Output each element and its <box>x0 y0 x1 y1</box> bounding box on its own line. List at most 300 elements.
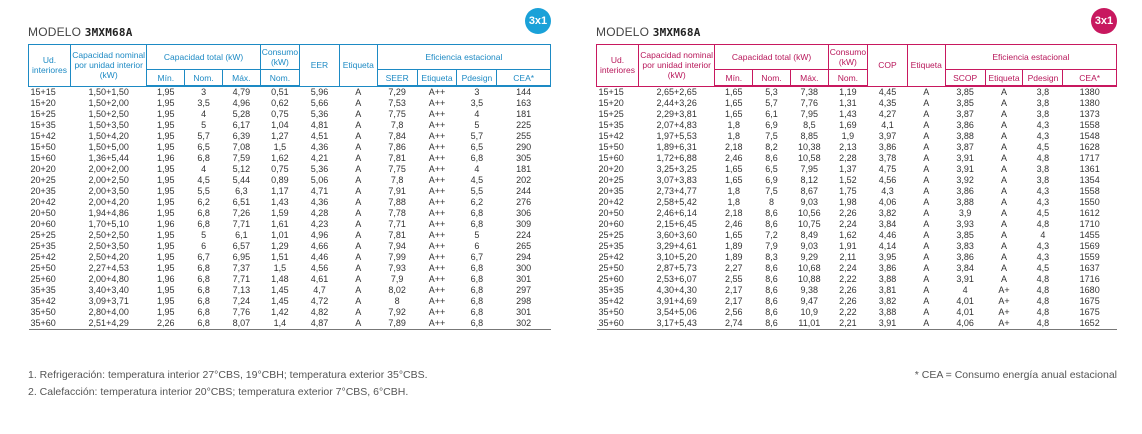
cell-pdesign: 6,8 <box>470 263 484 273</box>
cell-consumo: 0,75 <box>271 164 289 174</box>
cell-etiqueta-2: A++ <box>428 120 446 130</box>
config-badge: 3x1 <box>1091 8 1117 34</box>
cell-etiqueta-2: A++ <box>417 318 457 330</box>
cell-nom: 6,9 <box>765 175 778 185</box>
cell-seasonal: 7,81 <box>388 230 406 240</box>
cell-seasonal: 7,9 <box>390 274 404 284</box>
cell-seasonal: 3,9 <box>958 208 972 218</box>
cell-consumo: 1,5 <box>273 142 287 152</box>
cell-etiqueta-2: A++ <box>428 263 446 273</box>
cell-min: 2,56 <box>725 307 743 317</box>
cell-etiqueta-2: A++ <box>428 296 446 306</box>
cell-cea: 1710 <box>1079 219 1100 229</box>
cell-etiqueta: A <box>923 263 930 273</box>
cell-pdesign: 6,8 <box>470 285 484 295</box>
cell-pdesign: 4,8 <box>1036 285 1050 295</box>
table-row <box>29 208 551 219</box>
cell-consumo: 2,28 <box>839 153 857 163</box>
cell-pdesign: 6,7 <box>470 252 484 262</box>
table-row <box>29 153 551 164</box>
cell-cap-nom: 1,50+2,50 <box>88 109 129 119</box>
cell-etiqueta: A <box>923 86 930 97</box>
cell-eff: 3,81 <box>878 285 897 295</box>
cell-cea: 1380 <box>1079 87 1100 97</box>
cell-consumo: 1,29 <box>271 241 289 251</box>
table-row <box>597 263 1117 274</box>
cell-pdesign: 6,8 <box>470 307 484 317</box>
cell-nom: 7,5 <box>765 186 778 196</box>
cell-ud: 15+25 <box>598 109 624 119</box>
cell-seasonal: 3,91 <box>956 274 974 284</box>
cell-pdesign: 4,3 <box>1036 252 1050 262</box>
cell-eff: 4,51 <box>310 131 329 141</box>
cell-etiqueta: A <box>355 296 362 306</box>
cell-nom: 5,5 <box>197 186 210 196</box>
cell-cap-nom: 1,94+4,86 <box>88 208 129 218</box>
cell-eff: 3,95 <box>878 252 897 262</box>
cell-eff: 3,88 <box>878 274 897 284</box>
cell-ud: 20+50 <box>30 208 56 218</box>
cell-nom: 7,5 <box>765 131 778 141</box>
cell-seasonal: 7,84 <box>388 131 406 141</box>
cell-consumo: 1,17 <box>271 186 289 196</box>
cell-consumo: 2,24 <box>839 263 857 273</box>
cell-consumo: 1,42 <box>271 307 289 317</box>
cell-min: 1,65 <box>725 164 743 174</box>
cell-nom: 8,6 <box>765 307 778 317</box>
cell-etiqueta: A <box>355 153 362 163</box>
cell-cap-nom: 2,50+4,20 <box>88 252 129 262</box>
cell-cea: 1455 <box>1079 230 1100 240</box>
cell-min: 1,65 <box>725 87 743 97</box>
cell-etiqueta: A <box>923 98 930 108</box>
cell-max: 4,96 <box>232 98 251 108</box>
cell-nom: 6,8 <box>197 219 210 229</box>
cell-consumo: 1,5 <box>273 263 287 273</box>
cell-etiqueta: A <box>923 142 930 152</box>
cell-min: 2,18 <box>725 142 743 152</box>
cell-max: 10,56 <box>798 208 821 218</box>
cell-consumo: 2,11 <box>839 252 857 262</box>
header-cea: CEA* <box>1063 70 1117 87</box>
cell-ud: 35+42 <box>30 296 56 306</box>
cell-cap-nom: 1,50+3,50 <box>88 120 129 130</box>
cell-etiqueta-2: A++ <box>428 252 446 262</box>
cell-cea: 294 <box>516 252 532 262</box>
cell-etiqueta-2: A <box>1001 153 1008 163</box>
cell-ud: 20+25 <box>598 175 624 185</box>
table-row <box>597 120 1117 131</box>
cell-ud: 20+42 <box>598 197 624 207</box>
cell-etiqueta-2: A++ <box>428 87 446 97</box>
cell-consumo: 1,51 <box>271 252 289 262</box>
cell-etiqueta-2: A++ <box>428 274 446 284</box>
cell-min: 1,95 <box>157 307 175 317</box>
cell-eff: 4,45 <box>878 86 897 97</box>
cell-etiqueta-2: A+ <box>998 307 1010 317</box>
header-min: Mín. <box>715 70 753 87</box>
cell-max: 10,38 <box>798 142 821 152</box>
cell-pdesign: 3,8 <box>1036 87 1050 97</box>
cell-etiqueta: A <box>355 98 362 108</box>
cell-cea: 1559 <box>1079 252 1100 262</box>
cell-pdesign: 4,3 <box>1036 186 1050 196</box>
cell-seasonal: 3,88 <box>956 131 974 141</box>
cell-nom: 6,9 <box>765 120 778 130</box>
cell-consumo: 0,62 <box>271 98 289 108</box>
cell-max: 6,1 <box>235 230 248 240</box>
cell-seasonal: 7,99 <box>388 252 406 262</box>
cell-cea: 1354 <box>1079 175 1100 185</box>
cell-seasonal: 3,92 <box>956 175 974 185</box>
table-row <box>29 285 551 296</box>
cell-etiqueta-2: A <box>1001 197 1008 207</box>
cell-seasonal: 3,84 <box>956 263 974 273</box>
cell-consumo: 2,26 <box>839 208 857 218</box>
cell-max: 7,71 <box>232 219 251 229</box>
cell-min: 1,95 <box>157 131 175 141</box>
cell-cap-nom: 2,73+4,77 <box>656 186 697 196</box>
cell-cap-nom: 3,54+5,06 <box>656 307 697 317</box>
cell-cea: 1373 <box>1079 109 1100 119</box>
cell-consumo: 2,24 <box>839 219 857 229</box>
table-row <box>597 296 1117 307</box>
header-consumo: Consumo (kW) <box>828 45 867 70</box>
cell-etiqueta: A <box>355 109 362 119</box>
cell-max: 7,95 <box>800 164 819 174</box>
cell-cap-nom: 3,17+5,43 <box>638 318 715 330</box>
cell-max: 7,76 <box>800 98 819 108</box>
cell-etiqueta: A <box>923 186 930 196</box>
cell-etiqueta-2: A <box>1001 109 1008 119</box>
table-row <box>597 241 1117 252</box>
cell-seasonal: 7,89 <box>377 318 417 330</box>
config-badge: 3x1 <box>525 8 551 34</box>
cell-etiqueta-2: A++ <box>428 307 446 317</box>
cell-cea: 244 <box>516 186 532 196</box>
cell-cea: 1380 <box>1079 98 1100 108</box>
cell-etiqueta-2: A <box>1001 175 1008 185</box>
cell-pdesign: 4,8 <box>1036 296 1050 306</box>
cell-nom: 6 <box>201 241 207 251</box>
cell-etiqueta: A <box>355 86 362 97</box>
cell-pdesign: 6,8 <box>470 296 484 306</box>
cell-cap-nom: 1,70+5,10 <box>88 219 129 229</box>
header-pdesign: Pdesign <box>457 70 497 87</box>
cell-cap-nom: 2,27+4,53 <box>88 263 129 273</box>
cell-consumo: 2,22 <box>839 274 857 284</box>
cell-ud: 20+60 <box>598 219 624 229</box>
cell-nom: 8,6 <box>765 208 778 218</box>
cell-cap-nom: 3,09+3,71 <box>88 296 129 306</box>
cell-ud: 15+15 <box>598 86 624 97</box>
cell-cea: 163 <box>516 98 532 108</box>
cell-consumo: 2,26 <box>839 285 857 295</box>
cell-eff: 3,82 <box>878 296 897 306</box>
model-title <box>596 25 701 39</box>
cell-eff: 4,56 <box>878 175 897 185</box>
cell-ud: 20+60 <box>30 219 56 229</box>
cell-max: 8,85 <box>800 131 819 141</box>
cell-max: 7,95 <box>800 109 819 119</box>
cell-max: 7,59 <box>232 153 251 163</box>
cell-ud: 20+42 <box>30 197 56 207</box>
table-row <box>597 307 1117 318</box>
cell-consumo: 1,69 <box>839 120 857 130</box>
cell-min: 1,8 <box>727 186 741 196</box>
cell-pdesign: 6 <box>474 241 480 251</box>
table-row <box>597 252 1117 263</box>
cell-cap-nom: 3,25+3,25 <box>656 164 697 174</box>
cell-min: 1,89 <box>725 252 743 262</box>
cell-etiqueta-2: A <box>1001 230 1008 240</box>
cell-consumo: 1,52 <box>839 175 857 185</box>
cell-cea: 290 <box>516 142 532 152</box>
cell-nom: 8,2 <box>765 142 778 152</box>
cell-cap-nom: 2,44+3,26 <box>656 98 697 108</box>
cell-ud: 20+35 <box>30 186 56 196</box>
cell-cea: 301 <box>516 307 532 317</box>
cell-etiqueta: A <box>923 131 930 141</box>
cell-max: 6,3 <box>235 186 248 196</box>
cell-max: 9,47 <box>800 296 819 306</box>
cell-max: 8,49 <box>800 230 819 240</box>
cell-min: 1,95 <box>157 285 175 295</box>
cell-ud: 25+25 <box>598 230 624 240</box>
cell-eff: 5,36 <box>310 164 329 174</box>
header-ud: Ud. interiores <box>29 45 71 87</box>
cell-pdesign: 6,2 <box>470 197 484 207</box>
cell-etiqueta: A <box>923 274 930 284</box>
header-nom: Nom. <box>753 70 791 87</box>
header-cap-nom: Capacidad nominal por unidad interior (kW) <box>70 45 147 87</box>
cell-etiqueta: A <box>923 230 930 240</box>
cell-seasonal: 3,88 <box>956 197 974 207</box>
cell-cea: 297 <box>516 285 532 295</box>
model-title <box>28 25 133 39</box>
table-row <box>29 186 551 197</box>
cell-etiqueta-2: A++ <box>428 208 446 218</box>
cell-etiqueta-2: A <box>1001 186 1008 196</box>
cell-nom: 6,8 <box>197 263 210 273</box>
cell-ud: 25+35 <box>598 241 624 251</box>
cell-etiqueta-2: A <box>1001 120 1008 130</box>
cell-min: 1,89 <box>725 241 743 251</box>
cell-pdesign: 4,3 <box>1036 120 1050 130</box>
cell-etiqueta-2: A <box>1001 98 1008 108</box>
cell-seasonal: 7,75 <box>388 109 406 119</box>
cell-nom: 3 <box>201 87 207 97</box>
cell-cap-nom: 1,97+5,53 <box>656 131 697 141</box>
cell-consumo: 1,01 <box>271 230 289 240</box>
cell-ud: 35+42 <box>598 296 624 306</box>
table-row <box>597 274 1117 285</box>
cell-etiqueta: A <box>355 241 362 251</box>
cell-nom: 6,8 <box>197 274 210 284</box>
cell-min: 1,95 <box>157 98 175 108</box>
cell-min: 1,95 <box>157 197 175 207</box>
cell-pdesign: 5 <box>474 230 480 240</box>
note-calefaccion: 2. Calefacción: temperatura interior 20°CBS; temperatura exterior 7°CBS, 6°CBH. <box>28 386 409 398</box>
cell-nom: 6,1 <box>765 109 778 119</box>
table-row <box>29 175 551 186</box>
cell-max: 7,26 <box>232 208 251 218</box>
cell-eff: 5,36 <box>310 109 329 119</box>
cell-cea: 265 <box>516 241 532 251</box>
model-code: 3MXM68A <box>652 26 701 39</box>
table-row <box>597 153 1117 164</box>
cell-seasonal: 4,06 <box>945 318 985 330</box>
cell-seasonal: 7,8 <box>390 175 404 185</box>
cell-min: 1,95 <box>157 87 175 97</box>
cell-etiqueta-2: A <box>1001 263 1008 273</box>
cell-seasonal: 3,86 <box>956 252 974 262</box>
cell-max: 7,13 <box>232 285 251 295</box>
table-row <box>29 263 551 274</box>
cell-max: 4,79 <box>232 87 251 97</box>
cell-ud: 20+25 <box>30 175 56 185</box>
table-row <box>29 274 551 285</box>
cell-cap-nom: 1,50+5,00 <box>88 142 129 152</box>
cell-pdesign: 4,8 <box>1036 153 1050 163</box>
cell-max: 7,38 <box>800 87 819 97</box>
table-row <box>29 120 551 131</box>
cell-consumo: 1,45 <box>271 285 289 295</box>
cell-seasonal: 3,87 <box>956 109 974 119</box>
cell-max: 9,03 <box>800 197 819 207</box>
header-etiqueta: Etiqueta <box>339 45 377 87</box>
table-row <box>29 318 551 330</box>
cell-min: 2,46 <box>725 153 743 163</box>
cell-eff: 4,96 <box>310 230 329 240</box>
cell-nom: 7,9 <box>765 241 778 251</box>
cell-ud: 25+25 <box>30 230 56 240</box>
cell-cea: 225 <box>516 120 532 130</box>
cell-max: 11,01 <box>790 318 828 330</box>
cell-nom: 8,6 <box>753 318 791 330</box>
heating-rows <box>597 86 1117 330</box>
cell-pdesign: 3,5 <box>470 98 484 108</box>
cell-pdesign: 5,7 <box>470 131 484 141</box>
cell-etiqueta: A <box>923 153 930 163</box>
cell-nom: 7,2 <box>765 230 778 240</box>
cell-etiqueta-2: A++ <box>428 164 446 174</box>
cell-max: 7,71 <box>232 274 251 284</box>
cell-min: 2,74 <box>715 318 753 330</box>
cell-eff: 4,3 <box>881 186 894 196</box>
cell-ud: 25+60 <box>30 274 56 284</box>
header-consumo-nom: Nom. <box>260 70 299 87</box>
table-row <box>597 86 1117 98</box>
cell-eff: 5,66 <box>310 98 329 108</box>
cooling-table <box>28 44 551 330</box>
cell-etiqueta-2: A <box>1001 219 1008 229</box>
cell-nom: 6,8 <box>197 296 210 306</box>
cell-pdesign: 4,5 <box>1036 263 1050 273</box>
cell-pdesign: 4,8 <box>1036 307 1050 317</box>
cell-etiqueta: A <box>355 252 362 262</box>
cell-seasonal: 3,83 <box>956 241 974 251</box>
cell-etiqueta-2: A++ <box>428 230 446 240</box>
cell-cap-nom: 2,46+6,14 <box>656 208 697 218</box>
cell-ud: 25+60 <box>598 274 624 284</box>
cell-etiqueta: A <box>355 186 362 196</box>
cell-pdesign: 6,8 <box>470 219 484 229</box>
cell-eff: 4,21 <box>310 153 329 163</box>
cell-cea: 255 <box>516 131 532 141</box>
cell-cap-nom: 2,51+4,29 <box>70 318 147 330</box>
cell-consumo: 2,26 <box>839 296 857 306</box>
cell-cap-nom: 2,29+3,81 <box>656 109 697 119</box>
cell-nom: 4,5 <box>197 175 210 185</box>
cell-ud: 15+60 <box>598 153 624 163</box>
cell-seasonal: 3,91 <box>956 153 974 163</box>
cell-pdesign: 3,8 <box>1036 98 1050 108</box>
cell-nom: 6,7 <box>197 252 210 262</box>
cell-pdesign: 5,5 <box>470 186 484 196</box>
cell-seasonal: 7,81 <box>388 153 406 163</box>
cell-eff: 4,82 <box>310 307 329 317</box>
table-row <box>597 230 1117 241</box>
header-etiqueta: Etiqueta <box>907 45 945 87</box>
header-consumo-nom: Nom. <box>828 70 867 87</box>
table-row <box>597 142 1117 153</box>
cell-cap-nom: 1,50+4,20 <box>88 131 129 141</box>
cell-cap-nom: 3,91+4,69 <box>656 296 697 306</box>
table-row <box>597 175 1117 186</box>
cell-seasonal: 3,93 <box>956 219 974 229</box>
cell-cea: 306 <box>516 208 532 218</box>
header-seer: SEER <box>377 70 417 87</box>
cell-pdesign: 3,8 <box>1036 109 1050 119</box>
cell-etiqueta-2: A+ <box>985 318 1023 330</box>
cell-max: 9,03 <box>800 241 819 251</box>
cell-cea: 1612 <box>1079 208 1100 218</box>
cell-consumo: 1,9 <box>841 131 855 141</box>
cell-etiqueta: A <box>923 252 930 262</box>
cell-max: 8,12 <box>800 175 819 185</box>
cell-etiqueta: A <box>923 208 930 218</box>
cell-eff: 4,14 <box>878 241 897 251</box>
cell-eff: 4,27 <box>878 109 897 119</box>
header-eer: EER <box>300 45 340 87</box>
cell-consumo: 1,37 <box>839 164 857 174</box>
cell-seasonal: 7,53 <box>388 98 406 108</box>
cell-etiqueta-2: A+ <box>998 296 1010 306</box>
cell-consumo: 1,62 <box>271 153 289 163</box>
cell-consumo: 0,51 <box>271 87 289 97</box>
cell-etiqueta: A <box>923 164 930 174</box>
cell-nom: 8 <box>769 197 775 207</box>
cell-consumo: 2,22 <box>839 307 857 317</box>
cell-eff: 3,78 <box>878 153 897 163</box>
header-cea: CEA* <box>497 70 551 87</box>
cell-pdesign: 4,3 <box>1036 131 1050 141</box>
cell-etiqueta-2: A++ <box>428 109 446 119</box>
cell-pdesign: 4 <box>1040 230 1046 240</box>
cell-pdesign: 4 <box>474 164 480 174</box>
header-cop: COP <box>868 45 908 87</box>
cell-cea: 1717 <box>1079 153 1100 163</box>
cell-ud: 25+50 <box>30 263 56 273</box>
cell-min: 1,95 <box>157 241 175 251</box>
cell-cap-nom: 2,00+4,20 <box>88 197 129 207</box>
cell-eff: 4,36 <box>310 142 329 152</box>
cell-cap-nom: 1,50+2,00 <box>88 98 129 108</box>
table-row <box>597 285 1117 296</box>
cell-etiqueta: A <box>339 318 377 330</box>
cell-cap-nom: 2,58+5,42 <box>656 197 697 207</box>
